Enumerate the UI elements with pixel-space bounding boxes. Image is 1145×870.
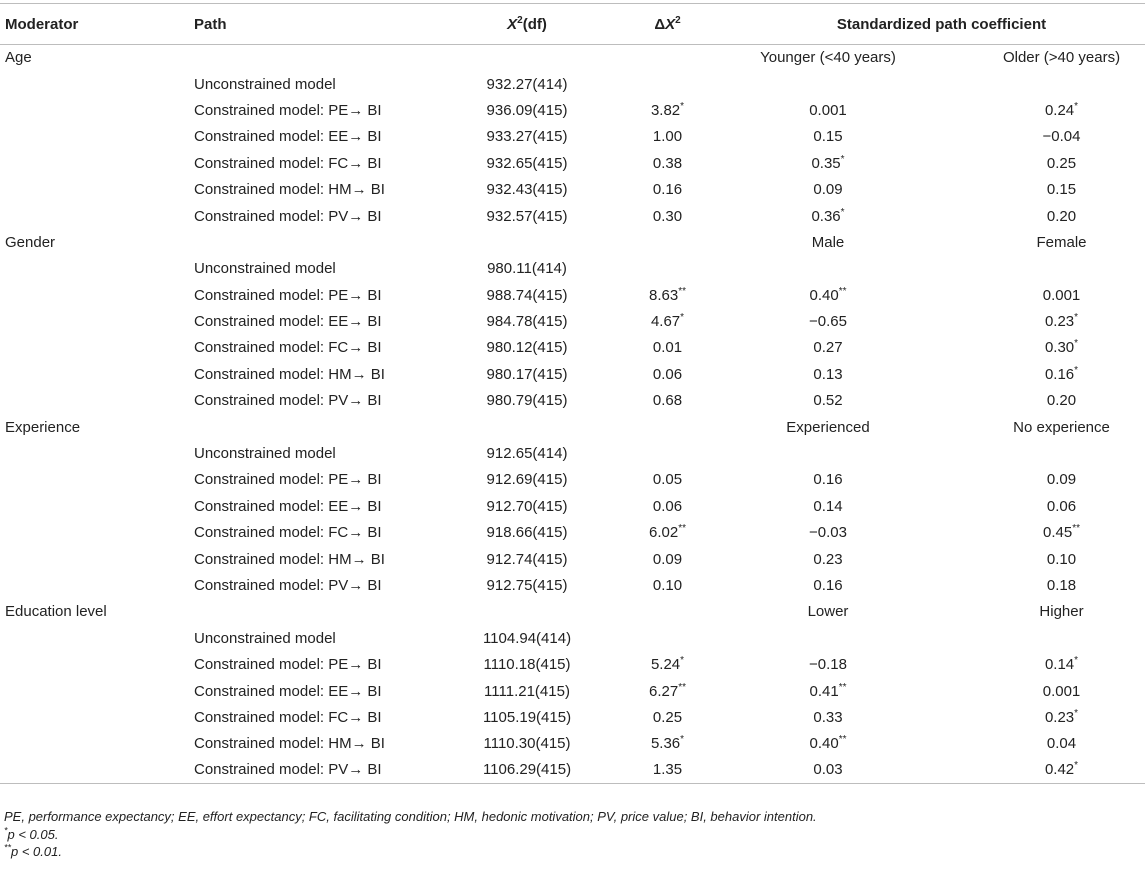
moderator-cell [0, 361, 194, 387]
chi2-cell: 984.78(415) [486, 313, 568, 331]
delta-chi2-cell: 0.05 [652, 471, 683, 489]
group2-coef-cell: 0.45** [1043, 523, 1080, 542]
group2-coef-cell [978, 71, 1145, 97]
group1-coef-cell [738, 256, 978, 282]
path-cell: Constrained model: PV→ BI [194, 757, 457, 783]
group1-coef-cell: 0.13 [813, 365, 843, 383]
table-row [0, 361, 1145, 387]
table-row [0, 467, 1145, 493]
moderator-cell [0, 97, 194, 123]
group1-coef-cell: Younger (<40 years) [760, 49, 896, 67]
chi2-cell: 912.69(415) [486, 471, 568, 489]
chi2-cell: 980.11(414) [487, 260, 567, 278]
path-cell: Constrained model: HM→ BI [194, 735, 385, 753]
table-row [0, 651, 1145, 677]
table-row [0, 520, 1145, 546]
chi2-cell [457, 45, 597, 71]
group2-coef-cell: Female [1036, 233, 1087, 251]
group2-coef-cell [978, 625, 1145, 651]
delta-chi2-cell [597, 229, 738, 255]
group1-coef-cell: −0.65 [809, 313, 847, 331]
table-row [0, 203, 1145, 229]
moderator-cell [0, 546, 194, 572]
moderator-cell [0, 388, 194, 414]
group2-coef-cell: 0.09 [1046, 471, 1077, 489]
chi2-cell: 932.43(415) [486, 181, 568, 199]
chi2-cell: 1105.19(415) [482, 708, 572, 726]
path-cell [194, 599, 457, 625]
sig-note-01: **p < 0.01. [4, 842, 62, 859]
moderator-cell [0, 651, 194, 677]
moderator-cell [0, 757, 194, 783]
path-cell [194, 229, 457, 255]
delta-chi2-cell: 0.06 [652, 497, 683, 515]
delta-chi2-cell [597, 625, 738, 651]
chi2-cell: 912.65(414) [486, 445, 568, 463]
delta-chi2-cell: 5.24* [650, 655, 685, 674]
group1-coef-cell: Experienced [786, 418, 870, 436]
moderator-group-row [0, 414, 1145, 440]
path-cell: Unconstrained model [194, 445, 336, 463]
delta-chi2-cell: 1.35 [597, 757, 738, 783]
chi2-cell: 912.75(415) [486, 577, 568, 594]
group2-coef-cell: Older (>40 years) [1002, 49, 1121, 67]
delta-chi2-cell [597, 45, 738, 71]
chi2-cell: 933.27(415) [486, 128, 568, 146]
group1-coef-cell: 0.41** [809, 681, 847, 700]
delta-chi2-cell: 5.36* [650, 734, 685, 753]
group1-coef-cell: 0.16 [813, 471, 843, 489]
chi2-cell: 1110.30(415) [483, 735, 571, 753]
moderator-cell [0, 71, 194, 97]
chi2-cell: 932.27(414) [486, 75, 568, 93]
moderator-cell: Experience [5, 418, 81, 436]
table-header [0, 4, 1145, 45]
path-cell: Constrained model: EE→ BI [194, 313, 382, 331]
moderator-cell [0, 176, 194, 202]
path-cell: Constrained model: EE→ BI [194, 497, 382, 515]
group1-coef-cell: 0.16 [813, 577, 843, 594]
table-row [0, 440, 1145, 466]
table-row [0, 704, 1145, 730]
path-cell: Constrained model: PE→ BI [194, 286, 382, 304]
moderator-cell [0, 678, 194, 704]
path-cell: Constrained model: EE→ BI [194, 682, 382, 700]
header-path: Path [194, 4, 457, 45]
group1-coef-cell: 0.001 [809, 101, 847, 119]
group1-coef-cell [738, 440, 978, 466]
path-cell: Constrained model: HM→ BI [194, 550, 385, 568]
delta-chi2-cell [597, 71, 738, 97]
moderator-group-row [0, 45, 1145, 71]
delta-chi2-cell [597, 599, 738, 625]
table-row [0, 625, 1145, 651]
delta-chi2-cell: 0.25 [652, 708, 683, 726]
chi2-cell: 988.74(415) [486, 286, 568, 304]
chi2-cell: 1104.94(414) [482, 629, 572, 647]
group2-coef-cell: 0.23* [1044, 707, 1079, 726]
path-cell: Constrained model: FC→ BI [194, 154, 382, 172]
group2-coef-cell: 0.10 [1046, 550, 1077, 568]
path-cell: Unconstrained model [194, 260, 336, 278]
table-row [0, 176, 1145, 202]
group1-coef-cell: 0.14 [813, 497, 843, 515]
delta-chi2-cell: 4.67* [650, 312, 685, 331]
group1-coef-cell: 0.52 [813, 392, 843, 410]
group2-coef-cell: 0.42* [978, 757, 1145, 783]
path-cell: Constrained model: PE→ BI [194, 471, 382, 489]
group2-coef-cell: 0.20 [1046, 392, 1077, 410]
moderator-group-row [0, 599, 1145, 625]
table-row [0, 97, 1145, 123]
table-row [0, 731, 1145, 757]
path-cell: Constrained model: PV→ BI [194, 577, 382, 594]
moderator-cell: Age [5, 49, 32, 67]
moderator-cell [0, 150, 194, 176]
path-cell: Constrained model: HM→ BI [194, 365, 385, 383]
path-cell: Constrained model: PV→ BI [194, 207, 382, 225]
group2-coef-cell: 0.20 [1046, 207, 1077, 225]
group1-coef-cell: 0.27 [813, 339, 843, 357]
chi2-cell: 1111.21(415) [484, 682, 570, 700]
chi2-cell [457, 229, 597, 255]
header-delta-chi2: $\Delta X^2$ [597, 4, 738, 45]
moderator-cell [0, 335, 194, 361]
group1-coef-cell: 0.36* [811, 206, 845, 225]
moderator-cell [0, 308, 194, 334]
moderator-cell [0, 124, 194, 150]
delta-chi2-cell: 0.30 [652, 207, 683, 225]
moderator-cell [0, 572, 194, 598]
group2-coef-cell: 0.25 [1046, 154, 1077, 172]
group2-coef-cell: 0.15 [1046, 181, 1077, 199]
group2-coef-cell: 0.18 [1046, 577, 1077, 594]
path-cell: Constrained model: PE→ BI [194, 101, 382, 119]
table-row [0, 493, 1145, 519]
delta-chi2-cell: 0.38 [652, 154, 683, 172]
group2-coef-cell: Higher [1039, 603, 1084, 621]
table-row [0, 335, 1145, 361]
delta-chi2-cell: 1.00 [652, 128, 683, 146]
chi2-cell: 932.65(415) [486, 154, 568, 172]
moderator-cell: Education level [5, 603, 107, 621]
group2-coef-cell: 0.30* [1044, 338, 1079, 357]
chi2-cell [457, 599, 597, 625]
moderator-cell [0, 467, 194, 493]
group1-coef-cell: −0.18 [809, 656, 847, 674]
table-row [0, 572, 1145, 598]
group1-coef-cell [738, 625, 978, 651]
group2-coef-cell: 0.24* [1044, 100, 1079, 119]
table-row [0, 757, 1145, 783]
group2-coef-cell: −0.04 [1042, 128, 1081, 146]
chi2-cell: 912.74(415) [486, 550, 568, 568]
table-row [0, 388, 1145, 414]
path-cell: Unconstrained model [194, 629, 336, 647]
group1-coef-cell: 0.35* [811, 153, 845, 172]
delta-chi2-cell [597, 440, 738, 466]
group1-coef-cell: 0.33 [813, 708, 843, 726]
abbrev-note: PE, performance expectancy; EE, effort expectancy; FC, facilitating condition; HM, hedonic motivation; PV, price value; BI, behavior intention. [4, 809, 817, 824]
moderator-cell [0, 625, 194, 651]
table-body [0, 45, 1145, 784]
group1-coef-cell: 0.23 [813, 550, 843, 568]
delta-chi2-cell: 0.09 [652, 550, 683, 568]
moderator-cell: Gender [5, 233, 56, 251]
table-row [0, 150, 1145, 176]
delta-chi2-cell: 6.02** [649, 523, 686, 542]
path-cell: Constrained model: PV→ BI [194, 392, 382, 410]
path-cell: Constrained model: FC→ BI [194, 708, 382, 726]
path-cell: Constrained model: FC→ BI [194, 339, 382, 357]
sig-note-05: *p < 0.05. [4, 825, 59, 842]
delta-chi2-cell: 3.82* [650, 100, 685, 119]
group1-coef-cell [738, 71, 978, 97]
moderator-cell [0, 203, 194, 229]
table-row [0, 256, 1145, 282]
group2-coef-cell: 0.001 [1042, 286, 1081, 304]
table-row [0, 546, 1145, 572]
table-row [0, 678, 1145, 704]
group1-coef-cell: Male [811, 233, 845, 251]
group1-coef-cell: 0.03 [738, 757, 978, 783]
path-cell: Constrained model: EE→ BI [194, 128, 382, 146]
header-moderator: Moderator [0, 4, 194, 45]
chi2-cell: 936.09(415) [486, 101, 568, 119]
header-std-coefficient: Standardized path coefficient [738, 4, 1145, 45]
chi2-cell: 1106.29(415) [457, 757, 597, 783]
table-row [0, 308, 1145, 334]
delta-chi2-cell: 0.16 [652, 181, 683, 199]
delta-chi2-cell: 0.68 [652, 392, 683, 410]
group2-coef-cell: 0.06 [1046, 497, 1077, 515]
header-chi2: $X^2(df)$ [457, 4, 597, 45]
moderator-cell [0, 440, 194, 466]
moderator-cell [0, 282, 194, 308]
path-cell: Constrained model: FC→ BI [194, 524, 382, 542]
delta-chi2-cell [597, 256, 738, 282]
delta-chi2-cell: 8.63** [649, 285, 686, 304]
group2-coef-cell: 0.04 [1046, 735, 1077, 753]
moderator-cell [0, 256, 194, 282]
group2-coef-cell: 0.16* [1044, 364, 1079, 383]
group2-coef-cell: 0.14* [1044, 655, 1079, 674]
moderator-cell [0, 493, 194, 519]
path-cell: Unconstrained model [194, 75, 336, 93]
group2-coef-cell: 0.001 [1042, 682, 1081, 700]
chi2-cell [457, 414, 597, 440]
table-row [0, 71, 1145, 97]
path-cell: Constrained model: HM→ BI [194, 181, 385, 199]
path-cell: Constrained model: PE→ BI [194, 656, 382, 674]
delta-chi2-cell [597, 414, 738, 440]
group1-coef-cell: 0.09 [813, 181, 843, 199]
table-row [0, 124, 1145, 150]
chi2-cell: 932.57(415) [486, 207, 568, 225]
chi2-cell: 980.12(415) [486, 339, 568, 357]
group2-coef-cell: 0.23* [1044, 312, 1079, 331]
chi2-cell: 1110.18(415) [483, 656, 571, 674]
moderator-cell [0, 520, 194, 546]
group2-coef-cell: No experience [1013, 418, 1110, 436]
group2-coef-cell [978, 440, 1145, 466]
delta-chi2-cell: 6.27** [649, 681, 686, 700]
delta-chi2-cell: 0.10 [652, 577, 683, 594]
path-cell [194, 414, 457, 440]
moderator-cell [0, 731, 194, 757]
group1-coef-cell: Lower [807, 603, 849, 621]
group1-coef-cell: 0.40** [809, 734, 847, 753]
chi2-cell: 918.66(415) [486, 524, 568, 542]
group1-coef-cell: 0.40** [809, 285, 847, 304]
delta-chi2-cell: 0.06 [652, 365, 683, 383]
group2-coef-cell [978, 256, 1145, 282]
moderator-cell [0, 704, 194, 730]
delta-chi2-cell: 0.01 [652, 339, 683, 357]
chi2-cell: 912.70(415) [486, 497, 568, 515]
group1-coef-cell: 0.15 [813, 128, 843, 146]
chi2-cell: 980.17(415) [486, 365, 568, 383]
table-row [0, 282, 1145, 308]
path-cell [194, 45, 457, 71]
moderator-group-row [0, 229, 1145, 255]
chi2-cell: 980.79(415) [486, 392, 568, 410]
group1-coef-cell: −0.03 [809, 524, 847, 542]
table-notes [4, 808, 817, 861]
moderation-table [0, 3, 1145, 784]
